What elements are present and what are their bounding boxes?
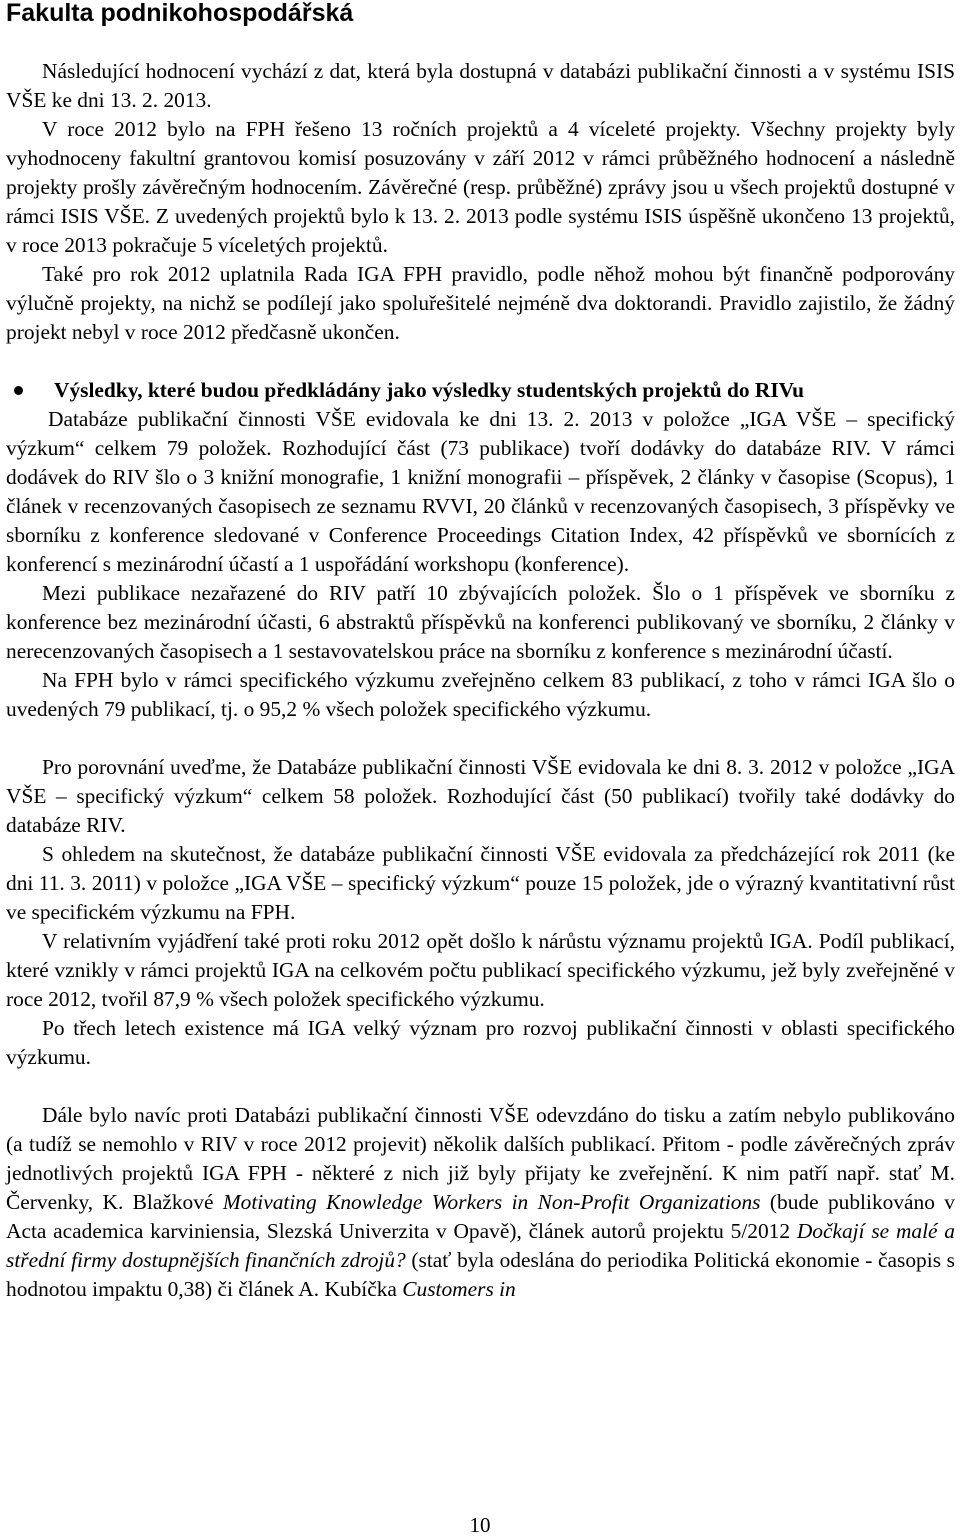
paragraph-rule: Také pro rok 2012 uplatnila Rada IGA FPH pravidlo, podle něhož mohou být finančně podporovány výlučně projekty, na nichž se podílejí jako spoluřešitelé nejméně dva doktorandi. Pravidlo zajistilo, že žádný projekt nebyl v roce 2012 předčasně ukončen. [6,262,955,344]
bullet-icon [14,386,23,395]
spacer [6,724,955,753]
text-run: Dále bylo navíc proti Databázi publikační činnosti VŠE odevzdáno do tisku a zatím nebylo publikováno (a tudíž se nemohlo v RIV v roce 2012 projevit) několik dalších publikací. Přitom - podle závěrečných zpráv jednotlivých projektů IGA FPH - některé z nich již byly přijaty ke zveřejnění. K nim patří např. stať M. Červenky, K. Blažkové [6,1103,955,1214]
page-number: 10 [469,1513,491,1537]
italic-title: Dočkají se malé a střední firmy dostupnějších finančních zdrojů? [6,1219,956,1272]
paragraph-non-riv: Mezi publikace nezařazené do RIV patří 10 zbývajících položek. Šlo o 1 příspěvek ve sborníku z konference bez mezinárodní účasti, 6 abstraktů příspěvků na konferenci publikovaný ve sborníku, 2 články v nerecenzovaných časopisech a 1 sestavovatelskou práce na sborníku z konference s mezinárodní účastí. [6,581,955,663]
paragraph-significance: Po třech letech existence má IGA velký význam pro rozvoj publikační činnosti v oblasti specifického výzkumu. [6,1016,955,1069]
bullet-section [6,376,955,405]
paragraph-riv-items: Databáze publikační činnosti VŠE evidovala ke dni 13. 2. 2013 v položce „IGA VŠE – specifický výzkum“ celkem 79 položek. Rozhodující část (73 publikace) tvoří dodávky do databáze RIV. V rámci dodávek do RIV šlo o 3 knižní monografie, 1 knižní monografii – příspěvek, 2 články v časopise (Scopus), 1 článek v recenzovaných časopisech ze seznamu RVVI, 20 článků v recenzovaných časopisech, 3 příspěvky ve sborníku z konference sledované v Conference Proceedings Citation Index, 42 příspěvků ve sbornících z konferencí s mezinárodní účastí a 1 uspořádání workshopu (konference). [6,407,955,576]
document-body [6,57,955,1304]
text-run: (stať byla odeslána do periodika Politická ekonomie - časopis s hodnotou impaktu 0,38) či článek A. Kubíčka [6,1248,955,1301]
bullet-heading: Výsledky, které budou předkládány jako výsledky studentských projektů do RIVu [54,378,805,402]
paragraph-comparison-2012: Pro porovnání uveďme, že Databáze publikační činnosti VŠE evidovala ke dni 8. 3. 2012 v položce „IGA VŠE – specifický výzkum“ celkem 58 položek. Rozhodující část (50 publikací) tvořily také dodávky do databáze RIV. [6,755,955,837]
paragraph-relative: V relativním vyjádření také proti roku 2012 opět došlo k nárůstu významu projektů IGA. Podíl publikací, které vznikly v rámci projektů IGA na celkovém počtu publikací specifického výzkumu, jež byly zveřejněné v roce 2012, tvořil 87,9 % všech položek specifického výzkumu. [6,929,955,1011]
paragraph-forthcoming [6,1101,955,1304]
paragraph-comparison-2011: S ohledem na skutečnost, že databáze publikační činnosti VŠE evidovala za předcházející rok 2011 (ke dni 11. 3. 2011) v položce „IGA VŠE – specifický výzkum“ pouze 15 položek, jde o výrazný kvantitativní růst ve specifickém výzkumu na FPH. [6,842,955,924]
section-heading: Fakulta podnikohospodářská [6,0,354,27]
italic-title: Customers in [402,1277,516,1301]
paragraph-fph-total: Na FPH bylo v rámci specifického výzkumu zveřejněno celkem 83 publikací, z toho v rámci IGA šlo o uvedených 79 publikací, tj. o 95,2 % všech položek specifického výzkumu. [6,668,955,721]
paragraph-projects: V roce 2012 bylo na FPH řešeno 13 ročních projektů a 4 víceleté projekty. Všechny projekty byly vyhodnoceny fakultní grantovou komisí posuzovány v září 2012 v rámci průběžného hodnocení a následně projekty prošly závěrečným hodnocením. Závěrečné (resp. průběžné) zprávy jsou u všech projektů dostupné v rámci ISIS VŠE. Z uvedených projektů bylo k 13. 2. 2013 podle systému ISIS úspěšně ukončeno 13 projektů, v roce 2013 pokračuje 5 víceletých projektů. [6,117,955,257]
paragraph-intro: Následující hodnocení vychází z dat, která byla dostupná v databázi publikační činnosti a v systému ISIS VŠE ke dni 13. 2. 2013. [6,59,955,112]
spacer [6,1072,955,1101]
italic-title: Motivating Knowledge Workers in Non-Profit Organizations [222,1190,761,1214]
spacer [6,347,955,376]
text-run: (bude publikováno v Acta academica karviniensia, Slezská Univerzita v Opavě), článek autorů projektu 5/2012 [6,1190,955,1243]
